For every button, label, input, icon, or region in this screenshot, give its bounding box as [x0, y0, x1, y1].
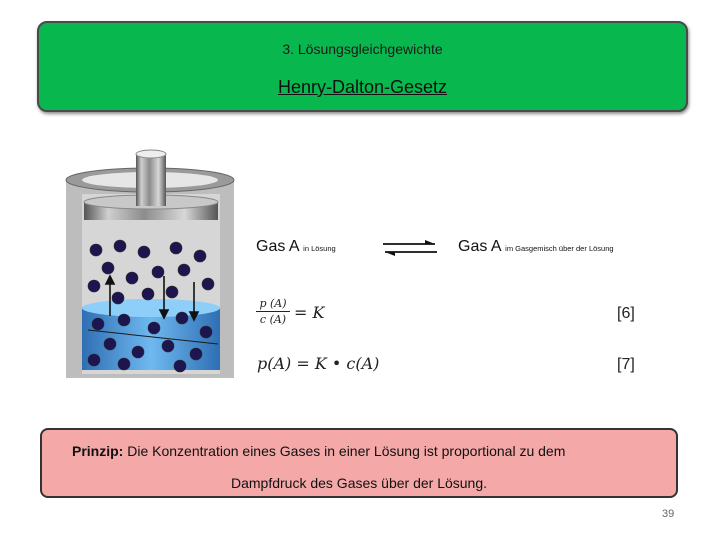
- gas-in-mixture-label: [458, 238, 614, 256]
- equilibrium-arrows-icon: [379, 240, 441, 256]
- gas-in-solution-main: Gas A: [256, 238, 299, 255]
- eq6-denominator: c (A): [259, 313, 287, 326]
- liquid: [82, 308, 220, 370]
- principle-label: Prinzip:: [72, 443, 124, 459]
- cylinder-illustration: [58, 148, 242, 380]
- eq6-ref: [6]: [617, 305, 635, 322]
- principle-text-2: Dampfdruck des Gases über der Lösung.: [230, 475, 488, 491]
- principle-line-1: [72, 443, 565, 459]
- principle-text-1: Die Konzentration eines Gases in einer Lösung ist proportional zu dem: [123, 443, 566, 459]
- principle-box: [40, 428, 678, 498]
- eq6-rhs: = K: [294, 303, 325, 322]
- header-banner: [37, 21, 688, 112]
- section-title: 3. Lösungsgleichgewichte: [282, 41, 443, 57]
- eq7-ref: [7]: [617, 356, 635, 373]
- page-number: 39: [662, 508, 675, 520]
- eq7: p(A) = K • c(A): [257, 354, 380, 373]
- piston-rod: [136, 154, 166, 206]
- slide-title: Henry-Dalton-Gesetz: [277, 77, 448, 97]
- eq6-numerator: p (A): [256, 297, 290, 312]
- gas-in-mixture-sub: im Gasgemisch über der Lösung: [505, 244, 614, 253]
- liquid-surface: [82, 299, 220, 317]
- gas-in-mixture-main: Gas A: [458, 238, 501, 255]
- eq6-fraction: [256, 297, 290, 326]
- gas-in-solution-label: [256, 238, 336, 256]
- gas-in-solution-sub: in Lösung: [303, 244, 336, 253]
